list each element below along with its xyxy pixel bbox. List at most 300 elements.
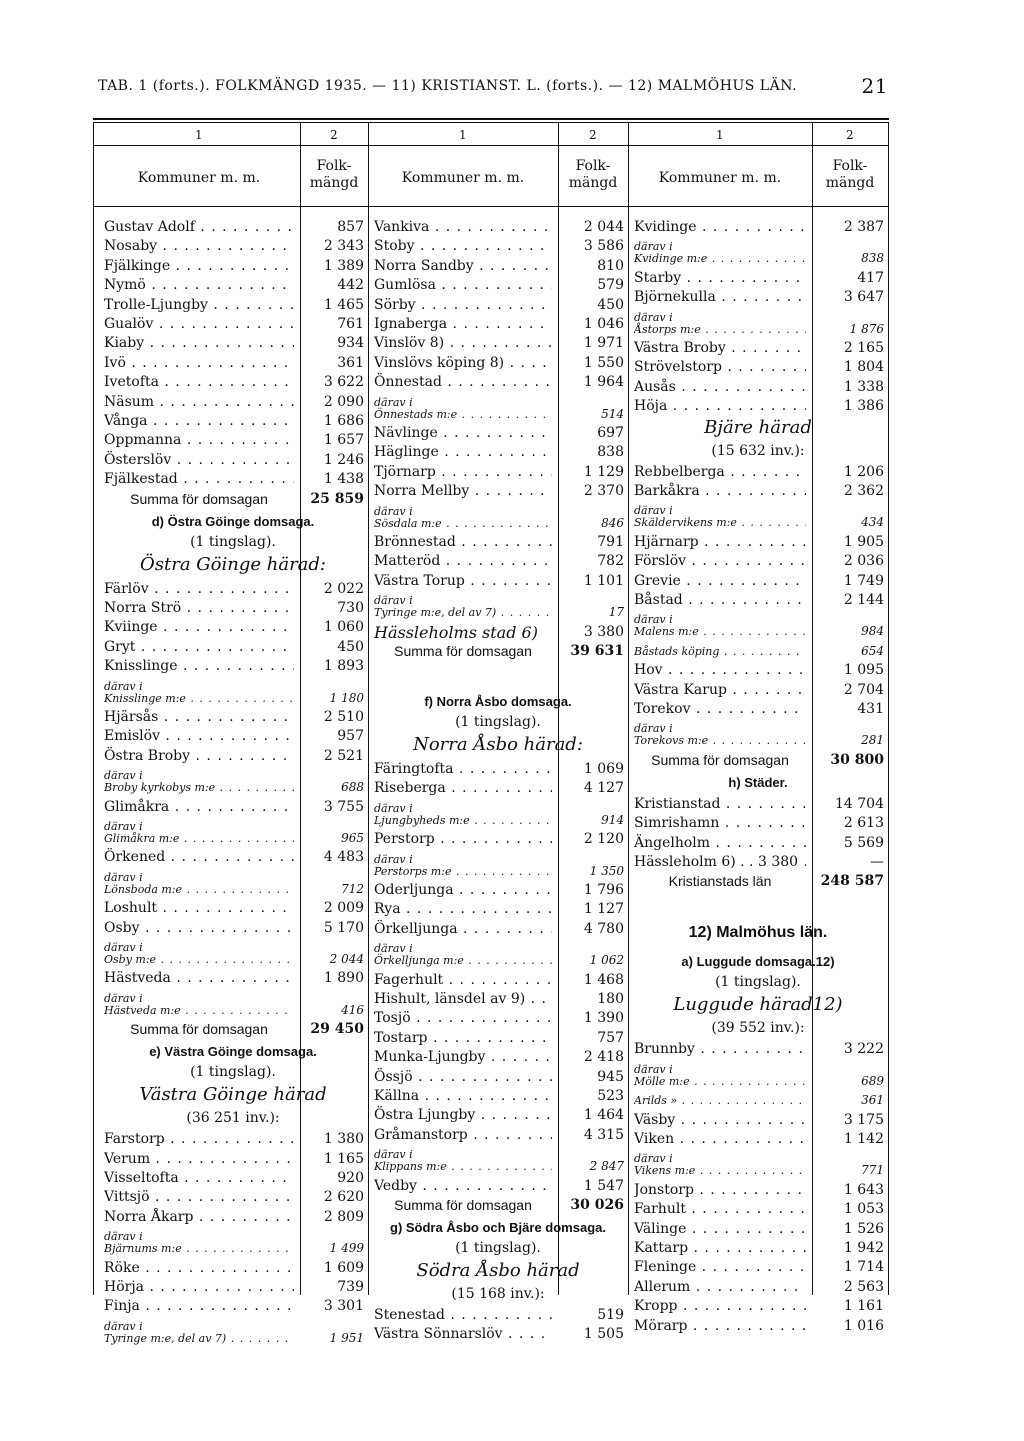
table-row <box>104 315 366 334</box>
table-row <box>634 795 886 814</box>
table-row <box>634 269 886 288</box>
population-value: 730 <box>337 600 364 616</box>
municipality-name: Höja . . . <box>634 397 806 416</box>
subheading-label: därav i <box>104 679 143 693</box>
table-row <box>634 1040 886 1059</box>
population-value: 1 062 <box>589 953 624 968</box>
table-row <box>104 950 366 969</box>
population-value: 1 053 <box>843 1201 884 1218</box>
table-row <box>634 834 886 853</box>
municipality-name: Västra Torup . . . <box>374 572 552 591</box>
table-row <box>634 1091 886 1110</box>
table-row <box>374 443 626 462</box>
municipality-name: Osby m:e . . . <box>104 950 294 969</box>
population-value: 14 704 <box>835 795 884 812</box>
table-row <box>104 1297 366 1316</box>
table-row <box>634 642 886 661</box>
municipality-name: Starby . . . <box>634 269 806 288</box>
table-row <box>634 1297 886 1316</box>
population-value: 688 <box>341 780 364 795</box>
population-value: 3 301 <box>323 1298 364 1315</box>
table-row <box>374 1106 626 1125</box>
subheading-label: därav i <box>374 395 413 409</box>
population-value: 945 <box>597 1068 624 1085</box>
population-value: 180 <box>597 991 624 1007</box>
population-value: 838 <box>861 251 884 266</box>
municipality-name: Vedby . . . <box>374 1177 552 1196</box>
population-value: 2 387 <box>843 219 884 235</box>
population-value: 3 175 <box>843 1111 884 1128</box>
population-value: 431 <box>857 701 884 717</box>
section-heading: (15 168 inv.): <box>451 1286 545 1302</box>
population-value: 846 <box>601 515 624 530</box>
section-heading: e) Västra Göinge domsaga. <box>149 1044 317 1060</box>
table-row <box>104 218 366 237</box>
table-row <box>374 900 626 919</box>
municipality-name: Gustav Adolf . . . <box>104 218 294 237</box>
subheading-label: därav i <box>634 613 673 627</box>
population-value: 1 142 <box>843 1131 884 1147</box>
population-value: 1 069 <box>583 761 624 777</box>
population-value: 2 510 <box>323 709 364 725</box>
municipality-name: Mölle m:e . . . <box>634 1072 806 1091</box>
population-value: 2 370 <box>583 483 624 500</box>
population-value: 1 686 <box>323 413 364 429</box>
table-row <box>374 373 626 392</box>
municipality-name: Kristianstad . . . <box>634 795 806 814</box>
population-value: 1 046 <box>583 316 624 332</box>
column-number: 1 <box>195 128 203 142</box>
page-header <box>98 74 888 98</box>
subheading-label: därav i <box>374 801 413 815</box>
table-row <box>104 638 366 657</box>
population-value: 5 569 <box>843 834 884 851</box>
table-row <box>104 1169 366 1188</box>
municipality-name: Malens m:e . . . <box>634 622 806 641</box>
total-value: 29 450 <box>310 1021 364 1038</box>
population-value: 4 483 <box>323 849 364 866</box>
municipality-name: Östra Broby . . . <box>104 747 294 766</box>
table-row <box>634 681 886 700</box>
municipality-name: Nymö . . . <box>104 276 294 295</box>
table-row <box>374 296 626 315</box>
municipality-name: Välinge . . . <box>634 1220 806 1239</box>
table-row <box>104 599 366 618</box>
population-value: 1 505 <box>583 1326 624 1343</box>
table-row <box>374 760 626 779</box>
table-row <box>374 1196 626 1215</box>
table-row <box>104 257 366 276</box>
municipality-name: Skäldervikens m:e . . . <box>634 513 806 532</box>
population-value: 697 <box>597 425 624 441</box>
population-value: 757 <box>597 1029 624 1046</box>
population-value: 1 714 <box>843 1259 884 1276</box>
municipality-name: Perstorps m:e . . . <box>374 862 552 881</box>
table-row <box>104 657 366 676</box>
population-value: 2 044 <box>583 219 624 235</box>
subheading-label: därav i <box>374 942 413 956</box>
section-heading: d) Östra Göinge domsaga. <box>151 513 315 529</box>
table-row <box>374 881 626 900</box>
population-value: 1 389 <box>323 257 364 274</box>
table-row <box>374 218 626 237</box>
table-row <box>374 862 626 881</box>
municipality-name: Trolle-Ljungby . . . <box>104 296 294 315</box>
municipality-name: Knisslinge . . . <box>104 657 294 676</box>
municipality-name: Färlöv . . . <box>104 580 294 599</box>
table-row <box>634 1278 886 1297</box>
table-row <box>634 700 886 719</box>
municipality-name: Hjärsås . . . <box>104 708 294 727</box>
table-row <box>374 463 626 482</box>
municipality-name: Tyringe m:e, del av 7) . . . <box>374 603 552 622</box>
section-heading: a) Luggude domsaga.12) <box>681 954 835 970</box>
section-heading: (36 251 inv.): <box>186 1110 280 1127</box>
municipality-name: Riseberga . . . <box>374 779 552 798</box>
column-number: 1 <box>459 128 467 142</box>
population-value: 1 971 <box>583 335 624 352</box>
municipality-name: Örkelljunga m:e . . . <box>374 951 552 970</box>
population-value: 1 749 <box>843 572 884 589</box>
municipality-name: Vankiva . . . <box>374 218 552 237</box>
population-value: 1 338 <box>843 378 884 395</box>
header-number-rule <box>93 145 889 146</box>
municipality-name: Kvidinge . . . <box>634 218 806 237</box>
population-value: 17 <box>608 605 624 620</box>
municipality-name: Summa för domsagan <box>394 1197 532 1213</box>
municipality-name: Hjärnarp . . . <box>634 533 806 552</box>
population-value: 689 <box>861 1073 884 1088</box>
table-row <box>374 405 626 424</box>
total-value: 25 859 <box>310 490 364 507</box>
population-value: 1 499 <box>329 1241 364 1256</box>
municipality-name: Hörja . . . <box>104 1278 294 1297</box>
table-row <box>104 618 366 637</box>
column-header-folkmangd: Folk- mängd <box>568 158 618 191</box>
municipality-name: Båstads köping . . . <box>634 642 806 661</box>
total-value: 30 800 <box>830 751 884 768</box>
population-value: 450 <box>337 638 364 655</box>
table-top-rule-2 <box>93 122 889 123</box>
municipality-name: Gråmanstorp . . . <box>374 1126 552 1145</box>
municipality-name: Vånga . . . <box>104 412 294 431</box>
table-row <box>104 1329 366 1348</box>
table-row <box>104 880 366 899</box>
population-value: 1 016 <box>843 1317 884 1334</box>
municipality-name: Allerum . . . <box>634 1278 806 1297</box>
table-row <box>104 431 366 450</box>
municipality-name: Oppmanna . . . <box>104 431 294 450</box>
table-row <box>374 623 626 642</box>
population-value: 416 <box>341 1002 364 1017</box>
municipality-name: Farstorp . . . <box>104 1130 294 1149</box>
population-value: 1 643 <box>843 1181 884 1198</box>
section-heading: (1 tingslag). <box>190 1064 276 1081</box>
municipality-name: Grevie . . . <box>634 572 806 591</box>
municipality-name: Båstad . . . <box>634 591 806 610</box>
municipality-name: Torekov . . . <box>634 700 806 719</box>
population-value: 2 090 <box>323 393 364 410</box>
table-row <box>634 1072 886 1091</box>
municipality-name: Ivö . . . <box>104 354 294 373</box>
municipality-name: Tyringe m:e, del av 7) . . . <box>104 1329 294 1348</box>
table-row <box>374 1306 626 1325</box>
municipality-name: Hästveda . . . <box>104 969 294 988</box>
municipality-name: Nosaby . . . <box>104 237 294 256</box>
subheading-label: därav i <box>104 870 143 884</box>
municipality-name: Kiaby . . . <box>104 334 294 353</box>
population-value: 2 120 <box>583 831 624 848</box>
population-value: 1 180 <box>329 690 364 705</box>
municipality-name: Tjörnarp . . . <box>374 463 552 482</box>
section-heading: Norra Åsbo härad: <box>413 734 583 755</box>
population-value: 1 390 <box>583 1010 624 1027</box>
population-value: 4 315 <box>583 1126 624 1143</box>
population-value: 771 <box>861 1163 884 1178</box>
population-value: 1 951 <box>329 1330 364 1345</box>
table-row <box>634 463 886 482</box>
municipality-name: Hishult, länsdel av 9) . . . <box>374 990 552 1009</box>
municipality-name: Glimåkra . . . <box>104 798 294 817</box>
population-value: 1 161 <box>843 1298 884 1315</box>
table-row <box>104 689 366 708</box>
subheading-label: därav i <box>104 820 143 833</box>
population-value: 4 780 <box>583 920 624 937</box>
municipality-name: Fagerhult . . . <box>374 971 552 990</box>
population-value: 791 <box>597 534 624 550</box>
column-header-kommuner: Kommuner m. m. <box>401 170 525 186</box>
table-row <box>374 779 626 798</box>
population-value: 514 <box>601 406 624 421</box>
page-number: 21 <box>861 74 888 98</box>
table-row <box>104 829 366 848</box>
table-row <box>634 1181 886 1200</box>
population-value: 1 876 <box>849 321 884 336</box>
population-value: 2 036 <box>843 553 884 570</box>
population-value: 442 <box>337 277 364 294</box>
column-divider <box>628 207 629 1295</box>
subheading-label: därav i <box>634 1062 673 1076</box>
population-value: 3 586 <box>583 238 624 255</box>
table-row <box>104 276 366 295</box>
table-row <box>104 1150 366 1169</box>
municipality-name: Nävlinge . . . <box>374 424 552 443</box>
subheading-label: därav i <box>104 1230 143 1244</box>
population-value: 782 <box>597 553 624 570</box>
table-row <box>374 424 626 443</box>
table-row <box>104 451 366 470</box>
table-row <box>104 393 366 412</box>
municipality-name: Björnekulla . . . <box>634 288 806 307</box>
population-value: 2 620 <box>323 1189 364 1206</box>
subheading-label: därav i <box>634 722 673 736</box>
table-row <box>634 1220 886 1239</box>
table-row <box>374 1009 626 1028</box>
subheading-label: därav i <box>374 852 413 866</box>
municipality-name: Tostarp . . . <box>374 1029 552 1048</box>
column-number: 2 <box>330 128 338 142</box>
municipality-name: Arilds » . . . <box>634 1091 806 1110</box>
municipality-name: Simrishamn . . . <box>634 814 806 833</box>
table-row <box>634 1239 886 1258</box>
population-value: 1 386 <box>843 398 884 415</box>
column-header-kommuner: Kommuner m. m. <box>658 170 782 186</box>
population-value: 1 526 <box>843 1220 884 1237</box>
section-heading: (1 tingslag). <box>190 533 276 550</box>
municipality-name: Tosjö . . . <box>374 1009 552 1028</box>
subheading-label: därav i <box>104 769 143 783</box>
subheading-label: därav i <box>634 310 673 324</box>
table-row <box>374 514 626 533</box>
subheading-label: därav i <box>634 504 673 518</box>
table-row <box>374 971 626 990</box>
population-value: 1 165 <box>323 1150 364 1167</box>
municipality-name: Farhult . . . <box>634 1200 806 1219</box>
table-row <box>634 853 886 872</box>
municipality-name: Kropp . . . <box>634 1297 806 1316</box>
table-row <box>104 778 366 797</box>
municipality-name: Hästveda m:e . . . <box>104 1001 294 1020</box>
municipality-name: Röke . . . <box>104 1259 294 1278</box>
municipality-name: Vittsjö . . . <box>104 1188 294 1207</box>
table-row <box>374 315 626 334</box>
total-value: 30 026 <box>570 1197 624 1213</box>
municipality-name: Munka-Ljungby . . . <box>374 1048 552 1067</box>
table-row <box>374 354 626 373</box>
table-row <box>634 249 886 268</box>
population-value: 1 942 <box>843 1240 884 1256</box>
population-value: 1 890 <box>323 970 364 987</box>
population-value: 2 418 <box>583 1049 624 1066</box>
section-heading: (1 tingslag). <box>455 1240 541 1256</box>
municipality-name: Stoby . . . <box>374 237 552 256</box>
municipality-name: Strövelstorp . . . <box>634 358 806 377</box>
population-value: 2 563 <box>843 1278 884 1295</box>
table-row <box>374 1157 626 1176</box>
population-value: 761 <box>337 316 364 332</box>
municipality-name: Fjälkinge . . . <box>104 257 294 276</box>
table-row <box>634 1200 886 1219</box>
table-row <box>374 920 626 939</box>
population-value: 1 893 <box>323 658 364 675</box>
municipality-name: Jonstorp . . . <box>634 1181 806 1200</box>
column-number: 2 <box>589 128 597 142</box>
municipality-name: Norra Mellby . . . <box>374 482 552 501</box>
table-row <box>374 1177 626 1196</box>
municipality-name: Ljungbyheds m:e . . . <box>374 811 552 830</box>
municipality-name: Broby kyrkobys m:e . . . <box>104 778 294 797</box>
header-bottom-rule <box>93 206 889 207</box>
population-value: 2 343 <box>323 238 364 255</box>
table-row <box>634 288 886 307</box>
table-row <box>104 798 366 817</box>
table-row <box>104 747 366 766</box>
population-value: 838 <box>597 444 624 461</box>
table-row <box>374 811 626 830</box>
population-value: 920 <box>337 1170 364 1186</box>
population-value: 1 547 <box>583 1177 624 1194</box>
municipality-name: Färingtofta . . . <box>374 760 552 779</box>
table-row <box>634 482 886 501</box>
table-row <box>104 580 366 599</box>
municipality-name: Glimåkra m:e . . . <box>104 829 294 848</box>
table-row <box>374 642 626 661</box>
population-value: 4 127 <box>583 780 624 797</box>
municipality-name: Summa för domsagan <box>130 490 268 507</box>
table-row <box>634 661 886 680</box>
population-value: 1 127 <box>583 901 624 918</box>
municipality-name: Örkened . . . <box>104 848 294 867</box>
municipality-name: Gumlösa . . . <box>374 276 552 295</box>
population-value: 957 <box>337 728 364 745</box>
population-value: 3 222 <box>843 1041 884 1058</box>
section-heading: Bjäre härad <box>704 416 812 438</box>
table-row <box>104 1239 366 1258</box>
table-row <box>104 237 366 256</box>
section-heading: g) Södra Åsbo och Bjäre domsaga. <box>390 1220 606 1235</box>
population-value: 1 609 <box>323 1259 364 1276</box>
municipality-name: Sörby . . . <box>374 296 552 315</box>
table-row <box>104 412 366 431</box>
table-row <box>634 591 886 610</box>
subheading-label: därav i <box>374 1148 413 1162</box>
municipality-name: Lönsboda m:e . . . <box>104 880 294 899</box>
population-value: 361 <box>861 1093 884 1108</box>
municipality-name: Ausås . . . <box>634 378 806 397</box>
population-value: — <box>870 854 884 870</box>
table-row <box>104 296 366 315</box>
municipality-name: Vikens m:e . . . <box>634 1161 806 1180</box>
column-header-kommuner: Kommuner m. m. <box>137 170 261 186</box>
population-value: 2 704 <box>843 681 884 698</box>
municipality-name: Barkåkra . . . <box>634 482 806 501</box>
table-row <box>374 951 626 970</box>
subheading-label: därav i <box>634 240 673 254</box>
table-row <box>104 470 366 489</box>
municipality-name: Verum . . . <box>104 1150 294 1169</box>
table-row <box>374 1087 626 1106</box>
municipality-name: Emislöv . . . <box>104 727 294 746</box>
municipality-name: Bjärnums m:e . . . <box>104 1239 294 1258</box>
population-value: 1 101 <box>583 572 624 589</box>
table-row <box>634 731 886 750</box>
municipality-name: Summa för domsagan <box>651 751 789 768</box>
table-row <box>104 1208 366 1227</box>
table-row <box>104 848 366 867</box>
population-value: 2 165 <box>843 340 884 356</box>
municipality-name: Ivetofta . . . <box>104 373 294 392</box>
population-value: 2 044 <box>329 952 364 966</box>
municipality-name: Knisslinge m:e . . . <box>104 689 294 708</box>
population-value: 984 <box>861 624 884 639</box>
population-value: 1 129 <box>583 463 624 480</box>
municipality-name: Hässleholm 6) . . 3 380 . . . <box>634 853 806 872</box>
section-heading: Luggude härad12) <box>673 994 843 1016</box>
table-row <box>374 1048 626 1067</box>
table-row <box>634 533 886 552</box>
table-row <box>374 237 626 256</box>
municipality-name: Oderljunga . . . <box>374 881 552 900</box>
population-value: 417 <box>857 269 884 286</box>
subheading-label: därav i <box>374 504 413 518</box>
municipality-name: Ängelholm . . . <box>634 834 806 853</box>
population-value: 810 <box>597 257 624 274</box>
table-row <box>634 552 886 571</box>
table-row <box>104 1001 366 1020</box>
subheading-label: därav i <box>104 991 143 1005</box>
table-row <box>104 334 366 353</box>
population-value: 1 796 <box>583 882 624 898</box>
